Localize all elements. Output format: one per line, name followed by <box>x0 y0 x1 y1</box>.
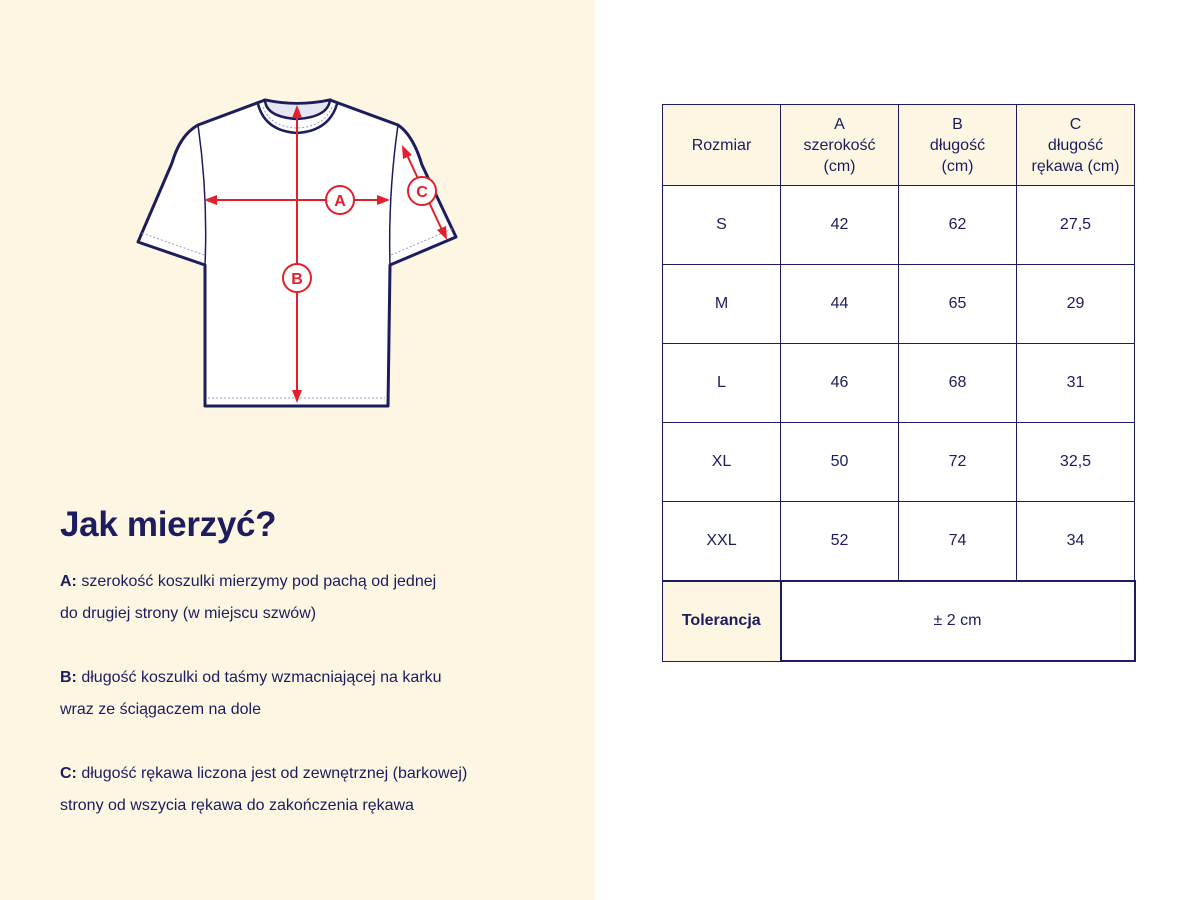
marker-a <box>326 186 354 214</box>
guide-item-c <box>60 758 540 822</box>
guide-item-b <box>60 662 540 726</box>
guide-item-a <box>60 566 540 630</box>
cell-b: 65 <box>899 265 1017 344</box>
marker-c <box>408 177 436 205</box>
svg-text:B: B <box>291 271 303 288</box>
left-panel <box>0 0 595 900</box>
cell-c: 31 <box>1017 344 1135 423</box>
guide-title: Jak mierzyć? <box>60 505 277 544</box>
cell-c: 29 <box>1017 265 1135 344</box>
guide-item-line: do drugiej strony (w miejscu szwów) <box>60 605 317 622</box>
cell-a: 46 <box>781 344 899 423</box>
header-c: C długość rękawa (cm) <box>1017 105 1135 186</box>
header-rozmiar: Rozmiar <box>663 105 781 186</box>
svg-text:A: A <box>334 193 346 210</box>
size-table <box>662 104 1136 662</box>
cell-size: L <box>663 344 781 423</box>
cell-c: 27,5 <box>1017 186 1135 265</box>
tolerance-value: ± 2 cm <box>781 581 1135 661</box>
guide-item-key: C: <box>60 765 77 782</box>
cell-b: 68 <box>899 344 1017 423</box>
cell-c: 32,5 <box>1017 423 1135 502</box>
tolerance-label: Tolerancja <box>663 581 781 661</box>
table-row <box>663 423 1135 502</box>
cell-b: 62 <box>899 186 1017 265</box>
cell-size: S <box>663 186 781 265</box>
cell-a: 50 <box>781 423 899 502</box>
guide-item-line: długość rękawa liczona jest od zewnętrznej (barkowej) <box>81 765 468 782</box>
size-table-header-row <box>663 105 1135 186</box>
guide-item-line: długość koszulki od taśmy wzmacniającej na karku <box>81 669 442 686</box>
cell-a: 44 <box>781 265 899 344</box>
guide-item-key: A: <box>60 573 77 590</box>
table-row <box>663 344 1135 423</box>
guide-item-line: szerokość koszulki mierzymy pod pachą od jednej <box>81 573 437 590</box>
cell-b: 72 <box>899 423 1017 502</box>
cell-a: 52 <box>781 502 899 582</box>
header-b: B długość (cm) <box>899 105 1017 186</box>
guide-item-key: B: <box>60 669 77 686</box>
cell-size: XL <box>663 423 781 502</box>
cell-size: M <box>663 265 781 344</box>
tshirt-illustration <box>130 95 470 415</box>
cell-size: XXL <box>663 502 781 582</box>
svg-text:C: C <box>416 184 428 201</box>
tolerance-row <box>663 581 1135 661</box>
header-a: A szerokość (cm) <box>781 105 899 186</box>
table-row <box>663 265 1135 344</box>
cell-b: 74 <box>899 502 1017 582</box>
guide-item-line: strony od wszycia rękawa do zakończenia rękawa <box>60 797 414 814</box>
table-row <box>663 186 1135 265</box>
table-row <box>663 502 1135 582</box>
marker-b <box>283 264 311 292</box>
cell-c: 34 <box>1017 502 1135 582</box>
guide-item-line: wraz ze ściągaczem na dole <box>60 701 261 718</box>
cell-a: 42 <box>781 186 899 265</box>
tshirt-diagram <box>130 95 470 415</box>
